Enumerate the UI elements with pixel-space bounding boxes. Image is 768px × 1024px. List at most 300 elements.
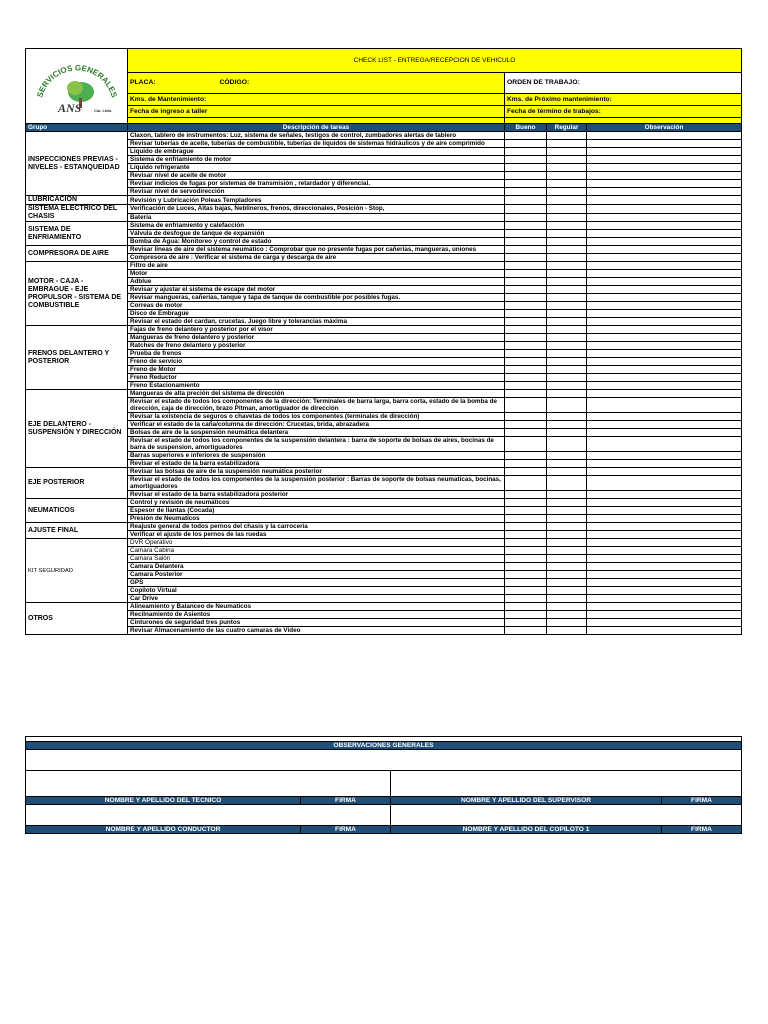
bueno-checkbox-cell[interactable]	[505, 294, 547, 302]
regular-checkbox-cell[interactable]	[547, 547, 587, 555]
task-row	[26, 563, 742, 571]
bueno-checkbox-cell[interactable]	[505, 398, 547, 413]
task-row	[26, 413, 742, 421]
task-row	[26, 156, 742, 164]
observacion-cell[interactable]	[587, 278, 742, 286]
task-description: Líquido refrigerante	[128, 164, 505, 172]
regular-checkbox-cell[interactable]	[547, 499, 587, 507]
regular-checkbox-cell[interactable]	[547, 132, 587, 140]
regular-checkbox-cell[interactable]	[547, 452, 587, 460]
regular-checkbox-cell[interactable]	[547, 539, 587, 547]
regular-checkbox-cell[interactable]	[547, 429, 587, 437]
task-description: Camara Posterior	[128, 571, 505, 579]
task-row	[26, 382, 742, 390]
task-row	[26, 148, 742, 156]
bueno-checkbox-cell[interactable]	[505, 460, 547, 468]
bueno-checkbox-cell[interactable]	[505, 499, 547, 507]
regular-checkbox-cell[interactable]	[547, 358, 587, 366]
observacion-cell[interactable]	[587, 140, 742, 148]
observacion-cell[interactable]	[587, 246, 742, 254]
bueno-checkbox-cell[interactable]	[505, 246, 547, 254]
bueno-checkbox-cell[interactable]	[505, 390, 547, 398]
observacion-cell[interactable]	[587, 310, 742, 318]
task-description: Sistema de enfriamiento y calefacción	[128, 222, 505, 230]
bueno-checkbox-cell[interactable]	[505, 507, 547, 515]
task-row	[26, 523, 742, 531]
observacion-cell[interactable]	[587, 358, 742, 366]
task-row	[26, 603, 742, 611]
observacion-cell[interactable]	[587, 156, 742, 164]
regular-checkbox-cell[interactable]	[547, 350, 587, 358]
regular-checkbox-cell[interactable]	[547, 507, 587, 515]
tecnico-firma-label: FIRMA	[301, 797, 391, 805]
regular-checkbox-cell[interactable]	[547, 587, 587, 595]
task-row	[26, 205, 742, 214]
bueno-checkbox-cell[interactable]	[505, 382, 547, 390]
regular-checkbox-cell[interactable]	[547, 334, 587, 342]
svg-text:ANS: ANS	[57, 100, 81, 115]
regular-checkbox-cell[interactable]	[547, 398, 587, 413]
observacion-cell[interactable]	[587, 238, 742, 246]
regular-checkbox-cell[interactable]	[547, 172, 587, 180]
bueno-checkbox-cell[interactable]	[505, 172, 547, 180]
task-row	[26, 374, 742, 382]
task-description: Bolsas de aire de la suspensión neumática delantera	[128, 429, 505, 437]
tecnico-signature-box[interactable]	[26, 771, 391, 797]
task-row	[26, 611, 742, 619]
task-description: Ratches de freno delantero y posterior	[128, 342, 505, 350]
observacion-cell[interactable]	[587, 499, 742, 507]
logo-emblem-icon	[28, 50, 126, 120]
observacion-cell[interactable]	[587, 222, 742, 230]
regular-checkbox-cell[interactable]	[547, 254, 587, 262]
bueno-checkbox-cell[interactable]	[505, 140, 547, 148]
regular-checkbox-cell[interactable]	[547, 246, 587, 254]
observacion-cell[interactable]	[587, 437, 742, 452]
task-description: Compresora de aire : Verificar el sistema de carga y descarga de aire	[128, 254, 505, 262]
conductor-signature-box[interactable]	[26, 805, 391, 826]
observacion-cell[interactable]	[587, 254, 742, 262]
regular-checkbox-cell[interactable]	[547, 238, 587, 246]
regular-checkbox-cell[interactable]	[547, 421, 587, 429]
regular-checkbox-cell[interactable]	[547, 318, 587, 326]
task-row	[26, 213, 742, 222]
observacion-cell[interactable]	[587, 294, 742, 302]
regular-checkbox-cell[interactable]	[547, 342, 587, 350]
group-label: LUBRICACIÓN	[26, 196, 128, 205]
observacion-cell[interactable]	[587, 398, 742, 413]
regular-checkbox-cell[interactable]	[547, 140, 587, 148]
task-row	[26, 358, 742, 366]
col-bueno: Bueno	[505, 124, 547, 132]
regular-checkbox-cell[interactable]	[547, 603, 587, 611]
regular-checkbox-cell[interactable]	[547, 611, 587, 619]
task-description: Espesor de llantas (Cocada)	[128, 507, 505, 515]
observacion-cell[interactable]	[587, 429, 742, 437]
task-row	[26, 172, 742, 180]
regular-checkbox-cell[interactable]	[547, 188, 587, 196]
bueno-checkbox-cell[interactable]	[505, 563, 547, 571]
observacion-cell[interactable]	[587, 491, 742, 499]
task-description: Fajas de freno delantero y posterior por el visor	[128, 326, 505, 334]
bueno-checkbox-cell[interactable]	[505, 148, 547, 156]
task-description: Verificar el estado de la caña/columna de dirección: Crucetas, brida, abrazadera	[128, 421, 505, 429]
observacion-cell[interactable]	[587, 452, 742, 460]
regular-checkbox-cell[interactable]	[547, 205, 587, 214]
task-description: Camara Cabina	[128, 547, 505, 555]
regular-checkbox-cell[interactable]	[547, 196, 587, 205]
task-description: Revisar Almacenamiento de las cuatro camaras de Video	[128, 627, 505, 635]
task-row	[26, 270, 742, 278]
regular-checkbox-cell[interactable]	[547, 476, 587, 491]
observacion-cell[interactable]	[587, 318, 742, 326]
supervisor-signature-box[interactable]	[391, 771, 742, 797]
task-row	[26, 310, 742, 318]
group-label: FRENOS DELANTERO Y POSTERIOR	[26, 326, 128, 390]
fecha-ingreso-field[interactable]: Fecha de ingreso a taller	[128, 106, 505, 118]
bueno-checkbox-cell[interactable]	[505, 555, 547, 563]
observacion-cell[interactable]	[587, 205, 742, 214]
observacion-cell[interactable]	[587, 148, 742, 156]
task-description: Freno Reductor	[128, 374, 505, 382]
regular-checkbox-cell[interactable]	[547, 366, 587, 374]
task-row	[26, 294, 742, 302]
task-description: Presión de Neumaticos	[128, 515, 505, 523]
task-description: Revisar nivel de servodirección	[128, 188, 505, 196]
regular-checkbox-cell[interactable]	[547, 531, 587, 539]
orden-trabajo-field[interactable]: ORDEN DE TRABAJO:	[505, 73, 742, 94]
task-description: Sistema de enfriamiento de motor	[128, 156, 505, 164]
observacion-cell[interactable]	[587, 188, 742, 196]
regular-checkbox-cell[interactable]	[547, 382, 587, 390]
bueno-checkbox-cell[interactable]	[505, 262, 547, 270]
regular-checkbox-cell[interactable]	[547, 413, 587, 421]
bueno-checkbox-cell[interactable]	[505, 334, 547, 342]
task-description: Líquido de embrague	[128, 148, 505, 156]
bueno-checkbox-cell[interactable]	[505, 188, 547, 196]
bueno-checkbox-cell[interactable]	[505, 278, 547, 286]
observacion-cell[interactable]	[587, 350, 742, 358]
observacion-cell[interactable]	[587, 262, 742, 270]
observacion-cell[interactable]	[587, 539, 742, 547]
task-row	[26, 180, 742, 188]
observacion-cell[interactable]	[587, 563, 742, 571]
bueno-checkbox-cell[interactable]	[505, 523, 547, 531]
regular-checkbox-cell[interactable]	[547, 164, 587, 172]
bueno-checkbox-cell[interactable]	[505, 132, 547, 140]
task-description: Freno de Motor	[128, 366, 505, 374]
regular-checkbox-cell[interactable]	[547, 262, 587, 270]
bueno-checkbox-cell[interactable]	[505, 366, 547, 374]
task-description: Correas de motor	[128, 302, 505, 310]
observacion-cell[interactable]	[587, 555, 742, 563]
observacion-cell[interactable]	[587, 172, 742, 180]
observacion-cell[interactable]	[587, 579, 742, 587]
bueno-checkbox-cell[interactable]	[505, 270, 547, 278]
bueno-checkbox-cell[interactable]	[505, 619, 547, 627]
bueno-checkbox-cell[interactable]	[505, 350, 547, 358]
bueno-checkbox-cell[interactable]	[505, 468, 547, 476]
tecnico-name-label: NOMBRE Y APELLIDO DEL TECNICO	[26, 797, 301, 805]
bueno-checkbox-cell[interactable]	[505, 374, 547, 382]
bueno-checkbox-cell[interactable]	[505, 452, 547, 460]
bueno-checkbox-cell[interactable]	[505, 476, 547, 491]
bueno-checkbox-cell[interactable]	[505, 579, 547, 587]
observacion-cell[interactable]	[587, 196, 742, 205]
regular-checkbox-cell[interactable]	[547, 278, 587, 286]
task-description: Mangueras de freno delantero y posterior	[128, 334, 505, 342]
conductor-firma-label: FIRMA	[301, 826, 391, 834]
observacion-cell[interactable]	[587, 531, 742, 539]
bueno-checkbox-cell[interactable]	[505, 326, 547, 334]
col-observacion: Observación	[587, 124, 742, 132]
regular-checkbox-cell[interactable]	[547, 515, 587, 523]
observacion-cell[interactable]	[587, 547, 742, 555]
task-row	[26, 164, 742, 172]
regular-checkbox-cell[interactable]	[547, 294, 587, 302]
observacion-cell[interactable]	[587, 460, 742, 468]
regular-checkbox-cell[interactable]	[547, 523, 587, 531]
bueno-checkbox-cell[interactable]	[505, 547, 547, 555]
observacion-cell[interactable]	[587, 468, 742, 476]
group-label: SISTEMA ELECTRICO DEL CHASIS	[26, 205, 128, 222]
regular-checkbox-cell[interactable]	[547, 222, 587, 230]
observacion-cell[interactable]	[587, 302, 742, 310]
group-label: SISTEMA DE ENFRIAMIENTO	[26, 222, 128, 246]
observacion-cell[interactable]	[587, 132, 742, 140]
task-row	[26, 460, 742, 468]
observacion-cell[interactable]	[587, 270, 742, 278]
task-description: Revisar líneas de aire del sistema neumático : Comprobar que no presente fugas por cañerías, mangueras, uniones	[128, 246, 505, 254]
group-label: EJE DELANTERO - SUSPENSIÓN Y DIRECCIÓN	[26, 390, 128, 468]
task-row	[26, 326, 742, 334]
bueno-checkbox-cell[interactable]	[505, 413, 547, 421]
observacion-cell[interactable]	[587, 326, 742, 334]
observacion-cell[interactable]	[587, 180, 742, 188]
bueno-checkbox-cell[interactable]	[505, 254, 547, 262]
placa-codigo-field[interactable]	[128, 73, 505, 94]
bueno-checkbox-cell[interactable]	[505, 595, 547, 603]
bueno-checkbox-cell[interactable]	[505, 437, 547, 452]
task-row	[26, 429, 742, 437]
task-description: GPS	[128, 579, 505, 587]
regular-checkbox-cell[interactable]	[547, 148, 587, 156]
observacion-cell[interactable]	[587, 382, 742, 390]
document-title: CHECK LIST - ENTREGA/RECEPCION DE VEHICULO	[128, 49, 742, 73]
observacion-cell[interactable]	[587, 230, 742, 238]
task-description: Control y revisión de neumáticos	[128, 499, 505, 507]
bueno-checkbox-cell[interactable]	[505, 180, 547, 188]
task-row	[26, 334, 742, 342]
task-description: Car Drive	[128, 595, 505, 603]
copiloto-signature-box[interactable]	[391, 805, 742, 826]
bueno-checkbox-cell[interactable]	[505, 205, 547, 214]
observacion-cell[interactable]	[587, 523, 742, 531]
task-description: Válvula de desfogue de tanque de expansión	[128, 230, 505, 238]
task-description: Adblue	[128, 278, 505, 286]
observacion-cell[interactable]	[587, 611, 742, 619]
task-row	[26, 196, 742, 205]
task-description: Recilnamiento de Asientos	[128, 611, 505, 619]
bueno-checkbox-cell[interactable]	[505, 421, 547, 429]
regular-checkbox-cell[interactable]	[547, 563, 587, 571]
task-row	[26, 547, 742, 555]
task-description: Filtro de aire	[128, 262, 505, 270]
kms-mantenimiento-field[interactable]: Kms. de Mantenimiento:	[128, 94, 505, 106]
regular-checkbox-cell[interactable]	[547, 460, 587, 468]
col-descripcion: Descripción de tareas	[128, 124, 505, 132]
observacion-cell[interactable]	[587, 515, 742, 523]
regular-checkbox-cell[interactable]	[547, 213, 587, 222]
col-regular: Regular	[547, 124, 587, 132]
kms-proximo-field[interactable]: Kms. de Próximo mantenimiento:	[505, 94, 742, 106]
bueno-checkbox-cell[interactable]	[505, 196, 547, 205]
observacion-cell[interactable]	[587, 627, 742, 635]
regular-checkbox-cell[interactable]	[547, 571, 587, 579]
col-grupo: Grupo	[26, 124, 128, 132]
bueno-checkbox-cell[interactable]	[505, 164, 547, 172]
supervisor-firma-label: FIRMA	[662, 797, 742, 805]
bueno-checkbox-cell[interactable]	[505, 611, 547, 619]
task-description: Freno de servicio	[128, 358, 505, 366]
observacion-cell[interactable]	[587, 413, 742, 421]
group-label: KIT SEGURIDAD	[26, 539, 128, 603]
task-row	[26, 421, 742, 429]
regular-checkbox-cell[interactable]	[547, 270, 587, 278]
footer-section	[25, 736, 741, 834]
regular-checkbox-cell[interactable]	[547, 230, 587, 238]
task-description: Revisar las bolsas de aire de la suspensión neumática posterior	[128, 468, 505, 476]
bueno-checkbox-cell[interactable]	[505, 587, 547, 595]
bueno-checkbox-cell[interactable]	[505, 318, 547, 326]
bueno-checkbox-cell[interactable]	[505, 222, 547, 230]
observaciones-generales-field[interactable]	[26, 750, 742, 771]
regular-checkbox-cell[interactable]	[547, 595, 587, 603]
observacion-cell[interactable]	[587, 374, 742, 382]
header-table	[25, 48, 742, 635]
regular-checkbox-cell[interactable]	[547, 156, 587, 164]
bueno-checkbox-cell[interactable]	[505, 302, 547, 310]
observacion-cell[interactable]	[587, 366, 742, 374]
regular-checkbox-cell[interactable]	[547, 627, 587, 635]
observacion-cell[interactable]	[587, 619, 742, 627]
task-description: Revisar la existencia de seguros o chavetas de todos los componentes (terminales de dirección)	[128, 413, 505, 421]
copiloto-name-label: NOMBRE Y APELLIDO DEL COPILOTO 1	[391, 826, 662, 834]
observacion-cell[interactable]	[587, 334, 742, 342]
group-label: OTROS	[26, 603, 128, 635]
svg-text:Cia. Ltda.: Cia. Ltda.	[93, 107, 112, 113]
task-row	[26, 507, 742, 515]
task-description: Barras superiores e inferiores de suspensión	[128, 452, 505, 460]
task-description: Revisar el estado de todos los componentes de la suspensión posterior : Barras de soporte de bolsas neumaticas, bocinas, amortiguadores	[128, 476, 505, 491]
bueno-checkbox-cell[interactable]	[505, 429, 547, 437]
task-row	[26, 286, 742, 294]
task-row	[26, 627, 742, 635]
regular-checkbox-cell[interactable]	[547, 180, 587, 188]
bueno-checkbox-cell[interactable]	[505, 310, 547, 318]
group-label: COMPRESORA DE AIRE	[26, 246, 128, 262]
task-description: Reajuste general de todos pernos del chasis y la carrocería	[128, 523, 505, 531]
conductor-name-label: NOMBRE Y APELLIDO CONDUCTOR	[26, 826, 301, 834]
bueno-checkbox-cell[interactable]	[505, 156, 547, 164]
task-description: Alineamiento y Balanceo de Neumaticos	[128, 603, 505, 611]
regular-checkbox-cell[interactable]	[547, 286, 587, 294]
task-description: Motor	[128, 270, 505, 278]
task-description: Prueba de frenos	[128, 350, 505, 358]
regular-checkbox-cell[interactable]	[547, 374, 587, 382]
regular-checkbox-cell[interactable]	[547, 468, 587, 476]
observacion-cell[interactable]	[587, 476, 742, 491]
bueno-checkbox-cell[interactable]	[505, 531, 547, 539]
bueno-checkbox-cell[interactable]	[505, 491, 547, 499]
task-description: Verificar el ajuste de los pernos de las ruedas	[128, 531, 505, 539]
task-row	[26, 468, 742, 476]
task-row	[26, 452, 742, 460]
column-header-row	[26, 124, 742, 132]
fecha-termino-field[interactable]: Fecha de término de trabajos:	[505, 106, 742, 118]
regular-checkbox-cell[interactable]	[547, 555, 587, 563]
observacion-cell[interactable]	[587, 603, 742, 611]
footer-table	[25, 736, 742, 834]
regular-checkbox-cell[interactable]	[547, 437, 587, 452]
observacion-cell[interactable]	[587, 587, 742, 595]
checklist-sheet	[25, 48, 741, 635]
observacion-cell[interactable]	[587, 390, 742, 398]
regular-checkbox-cell[interactable]	[547, 491, 587, 499]
bueno-checkbox-cell[interactable]	[505, 358, 547, 366]
bueno-checkbox-cell[interactable]	[505, 213, 547, 222]
regular-checkbox-cell[interactable]	[547, 310, 587, 318]
bueno-checkbox-cell[interactable]	[505, 539, 547, 547]
task-table-body	[26, 132, 742, 635]
observacion-cell[interactable]	[587, 342, 742, 350]
task-description: Batería	[128, 213, 505, 222]
task-row	[26, 278, 742, 286]
task-description: Revisar nivel de aceite de motor	[128, 172, 505, 180]
task-description: DVR Operativo	[128, 539, 505, 547]
bueno-checkbox-cell[interactable]	[505, 342, 547, 350]
regular-checkbox-cell[interactable]	[547, 390, 587, 398]
bueno-checkbox-cell[interactable]	[505, 627, 547, 635]
observacion-cell[interactable]	[587, 571, 742, 579]
bueno-checkbox-cell[interactable]	[505, 238, 547, 246]
bueno-checkbox-cell[interactable]	[505, 515, 547, 523]
observacion-cell[interactable]	[587, 595, 742, 603]
observacion-cell[interactable]	[587, 507, 742, 515]
regular-checkbox-cell[interactable]	[547, 302, 587, 310]
task-description: Disco de Embrague	[128, 310, 505, 318]
bueno-checkbox-cell[interactable]	[505, 286, 547, 294]
observacion-cell[interactable]	[587, 286, 742, 294]
task-description: Revisar indicios de fugas por sistemas de transmisión , retardador y diferencial.	[128, 180, 505, 188]
bueno-checkbox-cell[interactable]	[505, 603, 547, 611]
task-row	[26, 619, 742, 627]
placa-label: PLACA:	[130, 79, 156, 87]
observacion-cell[interactable]	[587, 421, 742, 429]
observacion-cell[interactable]	[587, 164, 742, 172]
bueno-checkbox-cell[interactable]	[505, 230, 547, 238]
regular-checkbox-cell[interactable]	[547, 326, 587, 334]
task-row	[26, 140, 742, 148]
task-row	[26, 230, 742, 238]
observacion-cell[interactable]	[587, 213, 742, 222]
task-row	[26, 302, 742, 310]
bueno-checkbox-cell[interactable]	[505, 571, 547, 579]
task-row	[26, 188, 742, 196]
task-description: Revisar mangueras, cañerías, tanque y tapa de tanque de combustible por posibles fugas.	[128, 294, 505, 302]
regular-checkbox-cell[interactable]	[547, 619, 587, 627]
regular-checkbox-cell[interactable]	[547, 579, 587, 587]
